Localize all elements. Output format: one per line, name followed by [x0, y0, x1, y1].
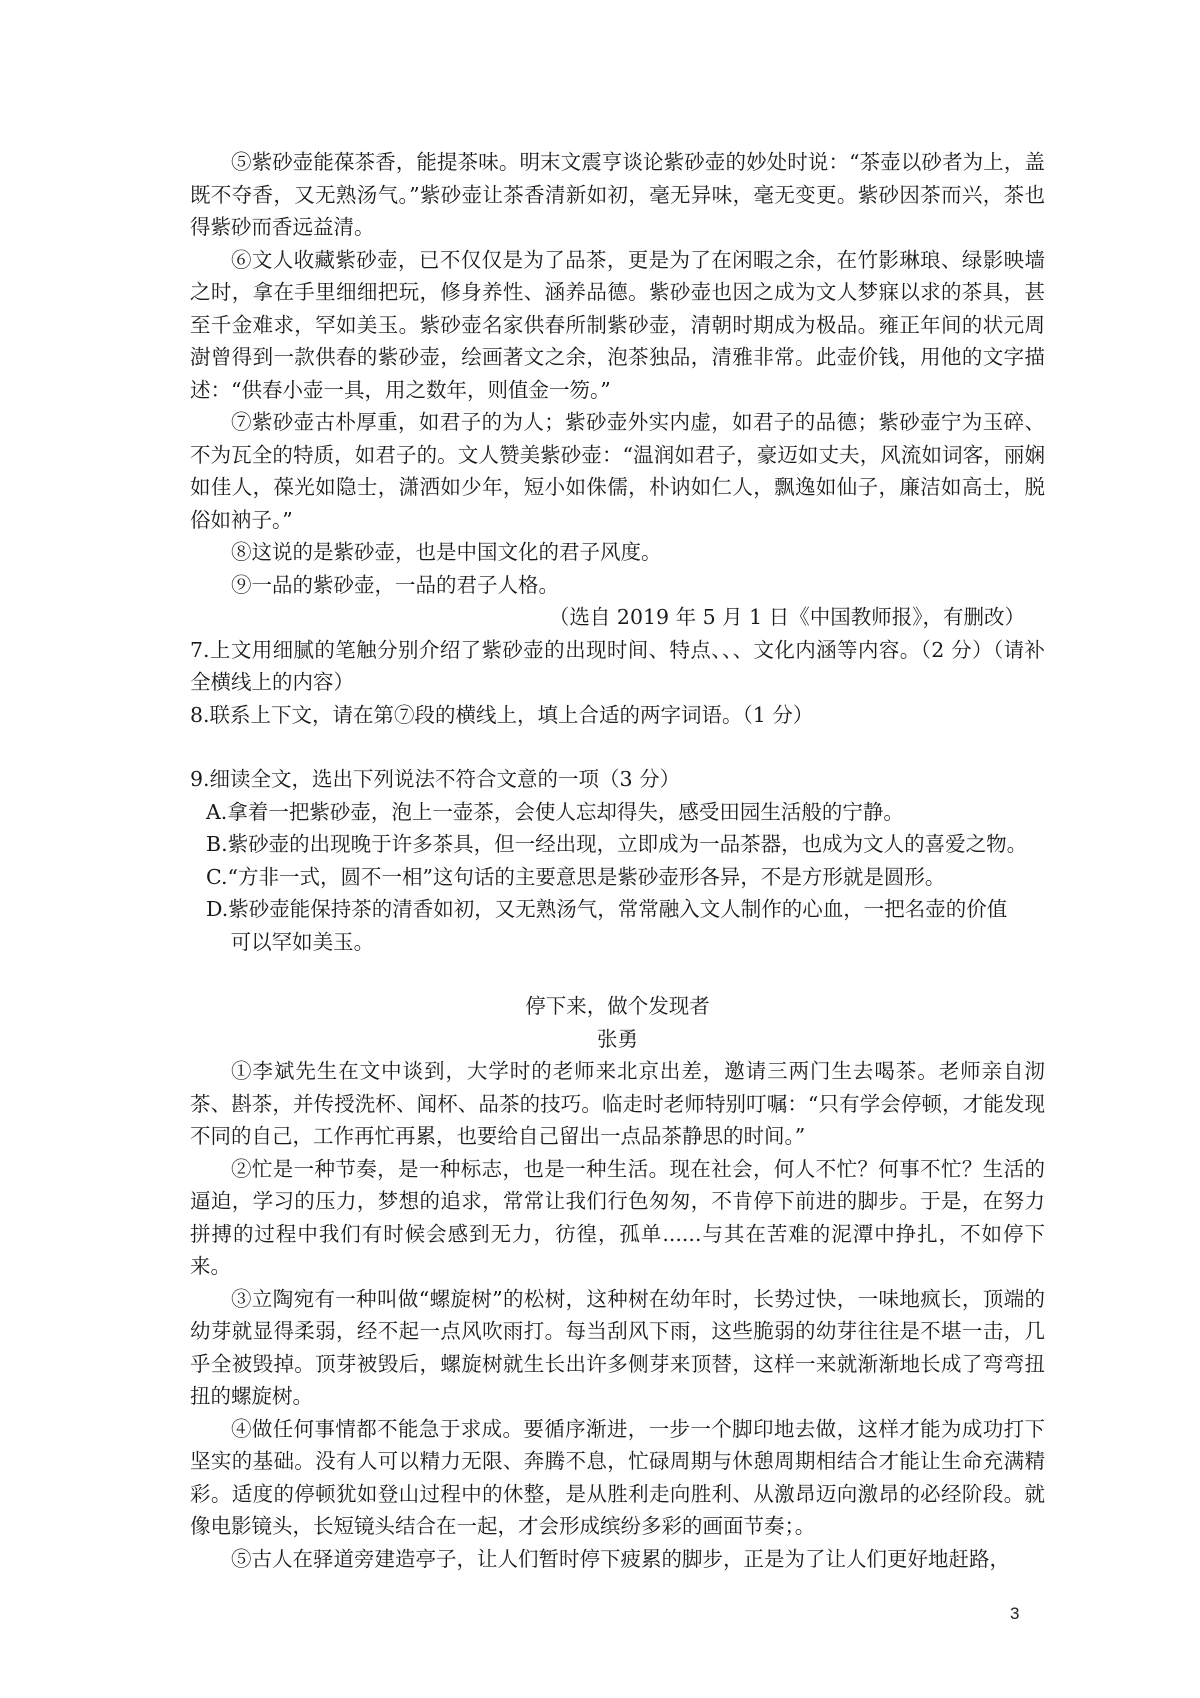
- article2-paragraph-1: ①李斌先生在文中谈到，大学时的老师来北京出差，邀请三两门生去喝茶。老师亲自沏茶、斟茶，并传授洗杯、闻杯、品茶的技巧。临走时老师特别叮嘱：“只有学会停顿，才能发现不同的自己，工作再忙再累，也要给自己留出一点品茶静思的时间。”: [190, 1059, 1045, 1148]
- article1-paragraph-5: ⑤紫砂壶能葆茶香，能提茶味。明末文震亨谈论紫砂壶的妙处时说：“茶壶以砂者为上，盖既不夺香，又无熟汤气。”紫砂壶让茶香清新如初，毫无异味，毫无变更。紫砂因茶而兴，茶也得紫砂而香远益清。: [190, 150, 1045, 239]
- question-9: 9.细读全文，选出下列说法不符合文意的一项（3 分）: [190, 767, 681, 791]
- article2-author: 张勇: [597, 1026, 638, 1051]
- article2-paragraph-3: ③立陶宛有一种叫做“螺旋树”的松树，这种树在幼年时，长势过快，一味地疯长，顶端的幼芽就显得柔弱，经不起一点风吹雨打。每当刮风下雨，这些脆弱的幼芽往往是不堪一击，几乎全被毁掉。顶芽被毁后，螺旋树就生长出许多侧芽来顶替，这样一来就渐渐地长成了弯弯扭扭的螺旋树。: [190, 1286, 1045, 1408]
- article2-paragraph-2: ②忙是一种节奏，是一种标志，也是一种生活。现在社会，何人不忙？何事不忙？生活的逼迫，学习的压力，梦想的追求，常常让我们行色匆匆，不肯停下前进的脚步。于是，在努力拼搏的过程中我们有时候会感到无力，彷徨，孤单......与其在苦难的泥潭中挣扎，不如停下来。: [190, 1156, 1045, 1278]
- article1-paragraph-6: ⑥文人收藏紫砂壶，已不仅仅是为了品茶，更是为了在闲暇之余，在竹影琳琅、绿影映墙之时，拿在手里细细把玩，修身养性、涵养品德。紫砂壶也因之成为文人梦寐以求的茶具，甚至千金难求，罕如美玉。紫砂壶名家供春所制紫砂壶，清朝时期成为极品。雍正年间的状元周澍曾得到一款供春的紫砂壶，绘画著文之余，泡茶独品，清雅非常。此壶价钱，用他的文字描述：“供春小壶一具，用之数年，则值金一笏。”: [190, 247, 1045, 402]
- option-d-continued: 可以罕如美玉。: [230, 929, 375, 954]
- section-gap: [190, 958, 1045, 990]
- option-c: C.“方非一式，圆不一相”这句话的主要意思是紫砂壶形各异，不是方形就是圆形。: [206, 864, 946, 889]
- document-page: [190, 146, 1045, 1575]
- article1-paragraph-9: ⑨一品的紫砂壶，一品的君子人格。: [231, 572, 559, 597]
- question-7: 7.上文用细腻的笔触分别介绍了紫砂壶的出现时间、特点、、、文化内涵等内容。（2 分）（请补全横线上的内容）: [190, 637, 1045, 694]
- question-8: 8.联系上下文，请在第⑦段的横线上，填上合适的两字词语。（1 分）: [190, 702, 814, 727]
- article2-title: 停下来，做个发现者: [525, 994, 710, 1018]
- option-a: A.拿着一把紫砂壶，泡上一壶茶，会使人忘却得失，感受田园生活般的宁静。: [206, 799, 904, 824]
- option-d: D.紫砂壶能保持茶的清香如初，又无熟汤气，常常融入文人制作的心血，一把名壶的价值: [206, 897, 1008, 921]
- page-number: 3: [1010, 1604, 1020, 1623]
- article1-paragraph-8: ⑧这说的是紫砂壶，也是中国文化的君子风度。: [231, 540, 662, 564]
- answer-space: [190, 731, 1045, 763]
- option-b: B.紫砂壶的出现晚于许多茶具，但一经出现，立即成为一品茶器，也成为文人的喜爱之物。: [206, 832, 1028, 856]
- article2-paragraph-5: ⑤古人在驿道旁建造亭子，让人们暂时停下疲累的脚步，正是为了让人们更好地赶路，: [231, 1546, 1010, 1571]
- article2-paragraph-4: ④做任何事情都不能急于求成。要循序渐进，一步一个脚印地去做，这样才能为成功打下坚实的基础。没有人可以精力无限、奔腾不息，忙碌周期与休憩周期相结合才能让生命充满精彩。适度的停顿犹如登山过程中的休整，是从胜利走向胜利、从激昂迈向激昂的必经阶段。就像电影镜头，长短镜头结合在一起，才会形成缤纷多彩的画面节奏；。: [190, 1416, 1045, 1538]
- article1-paragraph-7: ⑦紫砂壶古朴厚重，如君子的为人；紫砂壶外实内虚，如君子的品德；紫砂壶宁为玉碎、不为瓦全的特质，如君子的。文人赞美紫砂壶：“温润如君子，豪迈如丈夫，风流如词客，丽娴如佳人，葆光如隐士，潇洒如少年，短小如侏儒，朴讷如仁人，飘逸如仙子，廉洁如高士，脱俗如衲子。”: [190, 410, 1045, 532]
- article1-source: （选自 2019 年 5 月 1 日《中国教师报》，有删改）: [548, 605, 1025, 629]
